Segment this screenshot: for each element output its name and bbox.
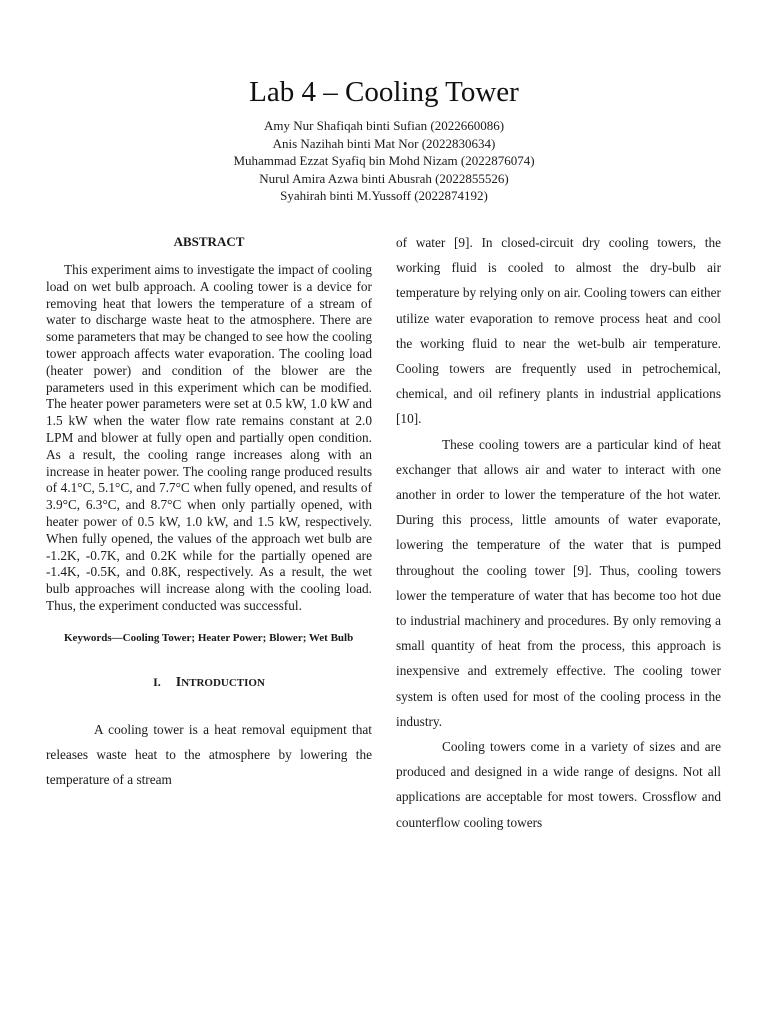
section-number: I.	[153, 674, 161, 689]
paper-title: Lab 4 – Cooling Tower	[249, 76, 519, 108]
body-paragraph: Cooling towers come in a variety of sizes and are produced and designed in a wide range of designs. Not all applications are acceptable for most towers. Crossflow and counterflow cooling towers	[396, 739, 721, 830]
right-column	[396, 230, 721, 835]
body-paragraph: These cooling towers are a particular kind of heat exchanger that allows air and water to interact with one another in order to lower the temperature of the hot water. During this process, little amounts of water evaporate, lowering the temperature of the water that is pumped throughout the cooling tower [9]. Thus, cooling towers lower the temperature of water that has become too hot due to industrial machinery and procedures. By only removing a small quantity of heat from the process, this approach is inexpensive and extremely effective. The cooling tower system is often used for most of the cooling process in the industry.	[396, 436, 721, 729]
author-list	[0, 117, 768, 205]
author-line: Muhammad Ezzat Syafiq bin Mohd Nizam (2022876074)	[233, 153, 535, 168]
section-title-rest: NTRODUCTION	[181, 676, 265, 689]
keywords: Keywords—Cooling Tower; Heater Power; Blower; Wet Bulb	[64, 631, 354, 644]
author-line: Amy Nur Shafiqah binti Sufian (2022660086)	[263, 118, 505, 133]
author-line: Syahirah binti M.Yussoff (2022874192)	[280, 188, 488, 203]
abstract-heading: ABSTRACT	[173, 234, 245, 249]
body-paragraph: of water [9]. In closed-circuit dry cooling towers, the working fluid is cooled to almost the dry-bulb air temperature by relying only on air. Cooling towers can either utilize water evaporation to remove process heat and cool the working fluid to near the wet-bulb air temperature. Cooling towers are frequently used in petrochemical, chemical, and oil refinery plants in industrial applications [10].	[396, 235, 721, 427]
introduction-paragraph: A cooling tower is a heat removal equipment that releases waste heat to the atmosphere by lowering the temperature of a stream	[46, 721, 372, 788]
section-title-initial: I	[175, 674, 182, 690]
author-line: Anis Nazihah binti Mat Nor (2022830634)	[272, 135, 496, 151]
left-column	[46, 233, 372, 793]
abstract-body: This experiment aims to investigate the impact of cooling load on wet bulb approach. A cooling tower is a device for removing heat that lowers the temperature of a stream of water to discharge waste heat to the atmosphere. There are some parameters that may be changed to see how the cooling tower approach affects water evaporation. The cooling load (heater power) and condition of the blower are the parameters used in this experiment which can be modified. The heater power parameters were set at 0.5 kW, 1.0 kW and 1.5 kW when the water flow rate remains constant at 2.0 LPM and blower at fully open and partially open condition. As a result, the cooling range increases along with an increase in heater power. The cooling range produced results of 4.1°C, 5.1°C, and 7.7°C when fully opened, and results of 3.9°C, 6.3°C, and 8.7°C when only partially opened, with heater power of 0.5 kW, 1.0 kW, and 1.5 kW, respectively. When fully opened, the values of the approach wet bulb are -1.2K, -0.7K, and 0.2K while for the partially opened are -1.4K, -0.5K, and 0.8K, respectively. As a result, the wet bulb approaches will increase along with the cooling load. Thus, the experiment conducted was successful.	[46, 262, 372, 613]
author-line: Nurul Amira Azwa binti Abusrah (2022855526)	[259, 170, 509, 186]
section-heading-introduction	[46, 674, 372, 691]
